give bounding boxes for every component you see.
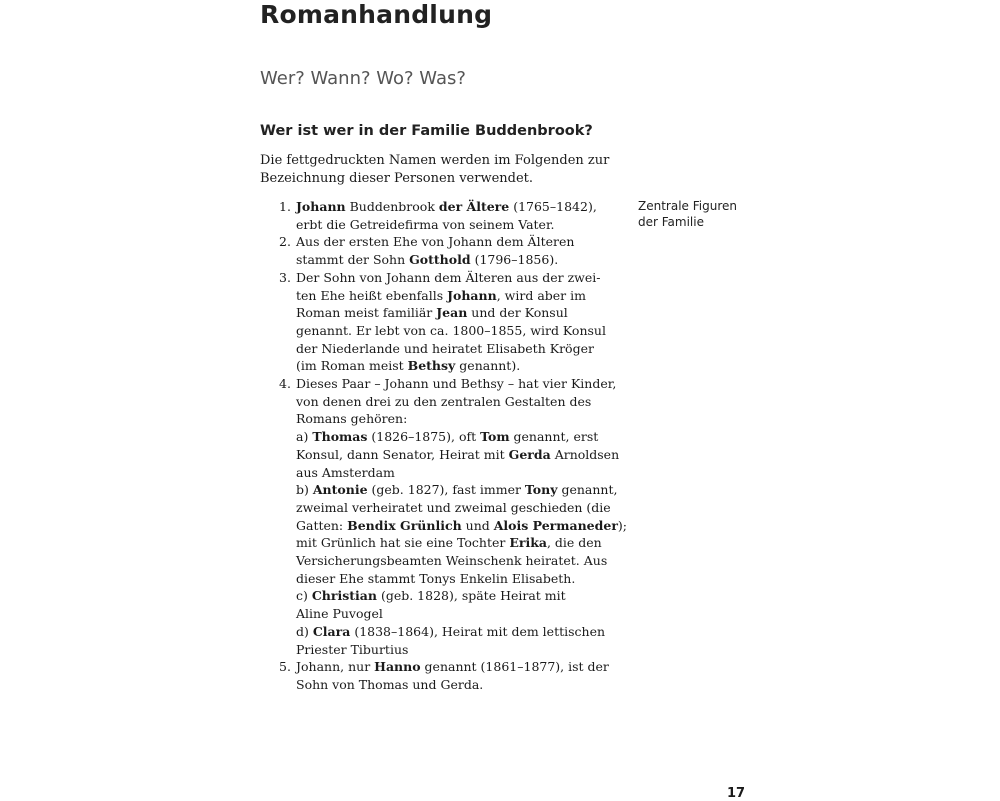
text-segment: ); bbox=[617, 517, 627, 533]
list-item-line bbox=[296, 393, 626, 411]
text-segment: genannt. Er lebt von ca. 1800–1855, wird Konsul bbox=[296, 322, 606, 338]
list-item-line bbox=[296, 410, 626, 428]
list-item-line bbox=[296, 287, 626, 305]
text-segment: stammt der Sohn bbox=[296, 252, 410, 268]
bold-name: Thomas bbox=[312, 429, 368, 445]
text-segment: Roman meist familiär bbox=[296, 305, 437, 321]
list-item-number: 4. bbox=[279, 376, 291, 392]
bold-name: Johann bbox=[447, 287, 497, 303]
text-segment: (im Roman meist bbox=[296, 358, 408, 374]
text-segment: (1826–1875), oft bbox=[367, 429, 481, 445]
text-segment: mit Grünlich hat sie eine Tochter bbox=[296, 535, 510, 551]
text-segment: (1796–1856). bbox=[470, 252, 559, 268]
text-segment: c) bbox=[296, 588, 312, 604]
text-segment: Konsul, dann Senator, Heirat mit bbox=[296, 446, 509, 462]
list-item-line bbox=[296, 340, 626, 358]
intro-line: Die fettgedruckten Namen werden im Folgenden zur bbox=[260, 153, 610, 168]
family-member-item bbox=[279, 658, 626, 693]
text-segment: aus Amsterdam bbox=[296, 464, 395, 480]
text-segment: Aus der ersten Ehe von Johann dem Älteren bbox=[296, 234, 575, 250]
text-segment: , die den bbox=[546, 535, 602, 551]
text-segment: b) bbox=[296, 482, 313, 498]
family-member-list bbox=[279, 198, 627, 694]
bold-name: Gotthold bbox=[409, 252, 471, 268]
text-segment: zweimal verheiratet und zweimal geschieden (die bbox=[296, 499, 611, 515]
bold-name: Bethsy bbox=[407, 358, 456, 374]
list-item-number: 1. bbox=[279, 199, 291, 214]
text-segment: Der Sohn von Johann dem Älteren aus der zwei- bbox=[296, 269, 601, 285]
list-item-number: 5. bbox=[279, 659, 291, 675]
list-item-line bbox=[296, 446, 626, 464]
list-item-line bbox=[296, 499, 626, 517]
page-number: 17 bbox=[727, 786, 746, 801]
list-item-line bbox=[296, 375, 626, 393]
text-segment: Gatten: bbox=[296, 517, 348, 533]
list-item-line bbox=[296, 322, 626, 340]
bold-name: Johann bbox=[296, 199, 346, 214]
bold-name: Gerda bbox=[508, 446, 551, 462]
list-item-number: 2. bbox=[279, 234, 291, 250]
text-segment: erbt die Getreidefirma von seinem Vater. bbox=[296, 216, 555, 232]
text-segment: , wird aber im bbox=[496, 287, 586, 303]
text-segment: Arnoldsen bbox=[550, 446, 620, 462]
text-segment: (1765–1842), bbox=[509, 199, 597, 214]
intro-paragraph bbox=[260, 152, 616, 188]
bold-name: Christian bbox=[311, 588, 377, 604]
family-member-item bbox=[279, 269, 626, 375]
list-item-line bbox=[296, 587, 626, 605]
text-segment: Sohn von Thomas und Gerda. bbox=[296, 676, 484, 692]
bold-name: Erika bbox=[509, 535, 547, 551]
text-segment: genannt). bbox=[455, 358, 521, 374]
list-item-line bbox=[296, 641, 626, 659]
family-member-item bbox=[279, 375, 627, 658]
list-item-line bbox=[296, 676, 626, 694]
bold-name: Antonie bbox=[312, 482, 368, 498]
list-item-number: 3. bbox=[279, 269, 291, 285]
list-item-line bbox=[296, 464, 626, 482]
list-item-line bbox=[296, 357, 626, 375]
text-segment: von denen drei zu den zentralen Gestalten des bbox=[296, 393, 592, 409]
text-segment: und bbox=[461, 517, 494, 533]
section-heading: Wer ist wer in der Familie Buddenbrook? bbox=[260, 123, 593, 139]
margin-note bbox=[638, 198, 778, 230]
text-segment: und der Konsul bbox=[467, 305, 568, 321]
text-segment: dieser Ehe stammt Tonys Enkelin Elisabeth. bbox=[296, 570, 576, 586]
bold-name: Tony bbox=[524, 482, 558, 498]
intro-line: Bezeichnung dieser Personen verwendet. bbox=[260, 171, 534, 186]
text-segment: der Niederlande und heiratet Elisabeth Kröger bbox=[296, 340, 594, 356]
list-item-line bbox=[296, 251, 626, 269]
text-segment: Dieses Paar – Johann und Bethsy – hat vier Kinder, bbox=[296, 376, 617, 392]
text-segment: genannt, bbox=[557, 482, 618, 498]
bold-name: Bendix Grünlich bbox=[347, 517, 462, 533]
bold-name: der Ältere bbox=[438, 199, 510, 214]
text-segment: Versicherungsbeamten Weinschenk heiratet. Aus bbox=[296, 553, 608, 569]
text-segment: genannt (1861–1877), ist der bbox=[420, 659, 609, 675]
text-segment: Aline Puvogel bbox=[296, 606, 383, 622]
list-item-line bbox=[296, 605, 626, 623]
list-item-line bbox=[296, 198, 626, 216]
chapter-subtitle: Wer? Wann? Wo? Was? bbox=[260, 68, 466, 89]
margin-note-line: Zentrale Figuren bbox=[638, 199, 737, 213]
bold-name: Hanno bbox=[374, 659, 421, 675]
text-segment: Priester Tiburtius bbox=[296, 641, 409, 657]
list-item-line bbox=[296, 233, 626, 251]
text-segment: a) bbox=[296, 429, 313, 445]
list-item-line bbox=[296, 269, 626, 287]
list-item-line bbox=[296, 304, 626, 322]
list-item-line bbox=[296, 517, 626, 535]
margin-note-line: der Familie bbox=[638, 215, 704, 229]
text-segment: Romans gehören: bbox=[296, 411, 408, 427]
list-item-line bbox=[296, 570, 626, 588]
list-item-line bbox=[296, 658, 626, 676]
text-segment: Buddenbrook bbox=[345, 199, 439, 214]
text-segment: Johann, nur bbox=[296, 659, 375, 675]
list-item-line bbox=[296, 481, 626, 499]
text-segment: (1838–1864), Heirat mit dem lettischen bbox=[350, 623, 606, 639]
family-member-item bbox=[279, 198, 626, 233]
chapter-title: Romanhandlung bbox=[260, 0, 493, 29]
text-segment: ten Ehe heißt ebenfalls bbox=[296, 287, 448, 303]
list-item-line bbox=[296, 552, 626, 570]
text-segment: genannt, erst bbox=[509, 429, 599, 445]
bold-name: Clara bbox=[312, 623, 351, 639]
list-item-line bbox=[296, 534, 626, 552]
list-item-line bbox=[296, 216, 626, 234]
bold-name: Tom bbox=[480, 429, 510, 445]
list-item-line bbox=[296, 428, 626, 446]
text-segment: (geb. 1827), fast immer bbox=[367, 482, 525, 498]
text-segment: (geb. 1828), späte Heirat mit bbox=[376, 588, 566, 604]
family-member-item bbox=[279, 233, 626, 268]
bold-name: Jean bbox=[436, 305, 468, 321]
list-item-line bbox=[296, 623, 626, 641]
text-segment: d) bbox=[296, 623, 313, 639]
bold-name: Alois Permaneder bbox=[493, 517, 618, 533]
